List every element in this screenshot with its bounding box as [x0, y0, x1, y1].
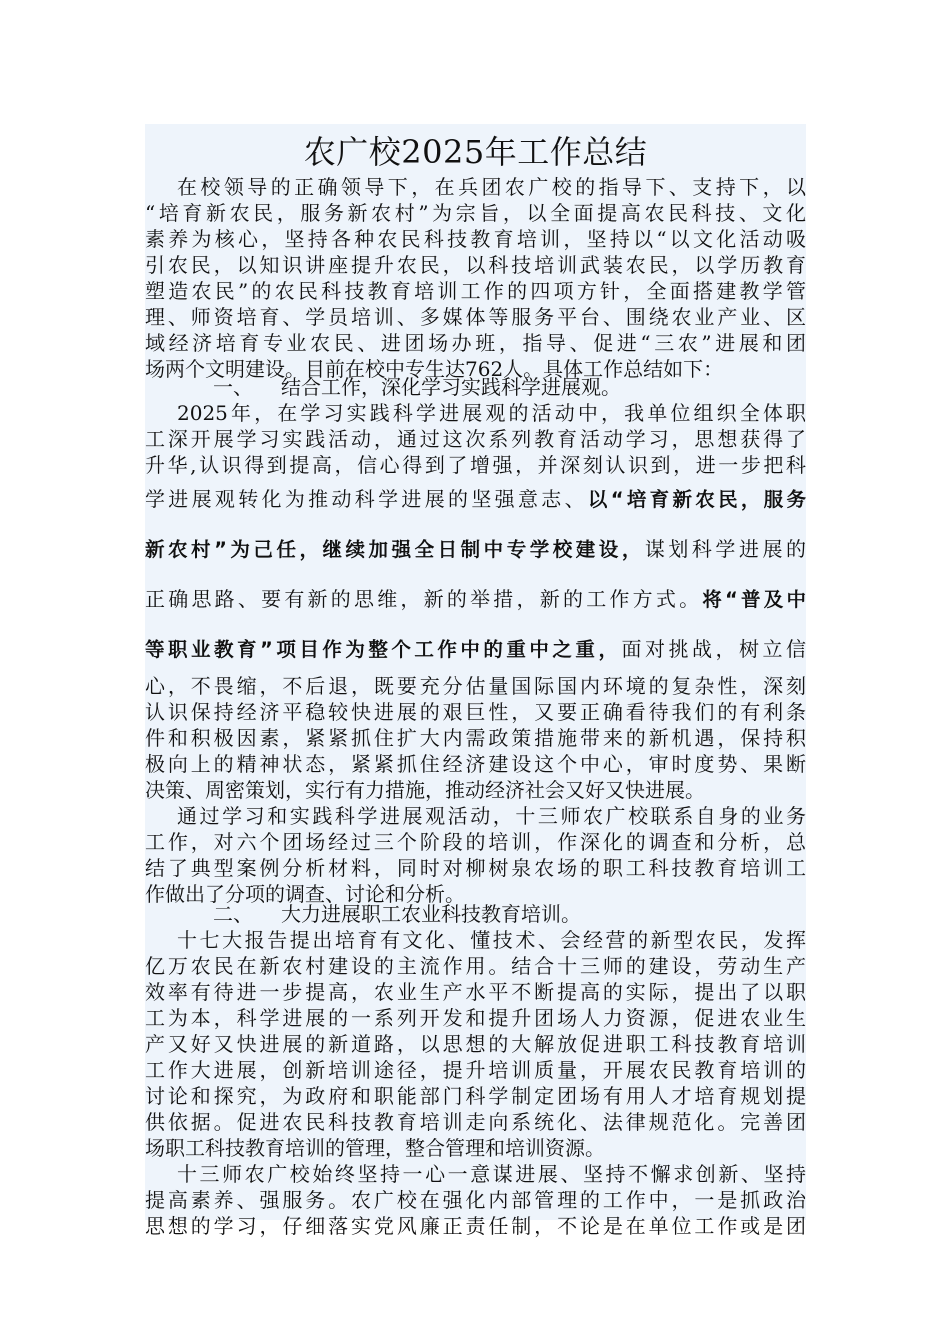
paragraph-line: 亿万农民在新农村建设的主流作用。结合十三师的建设，劳动生产: [145, 954, 806, 978]
paragraph-line: 作做出了分项的调查、讨论和分析。: [145, 882, 465, 906]
paragraph-line: 结了典型案例分析材料，同时对柳树泉农场的职工科技教育培训工: [145, 856, 806, 880]
paragraph-line: 心，不畏缩，不后退，既要充分估量国际国内环境的复杂性，深刻: [145, 674, 806, 698]
paragraph-line: 工深开展学习实践活动，通过这次系列教育活动学习，思想获得了: [145, 427, 806, 451]
paragraph-line: 工作，对六个团场经过三个阶段的培训，作深化的调查和分析，总: [145, 830, 806, 854]
paragraph-line: 提高素养、强服务。农广校在强化内部管理的工作中，一是抓政治: [145, 1188, 806, 1212]
paragraph-line: 讨论和探究，为政府和职能部门科学制定团场有用人才培育规划提: [145, 1084, 806, 1108]
paragraph-line: 极向上的精神状态，紧紧抓住经济建设这个中心，审时度势、果断: [145, 752, 806, 776]
text-run: 学进展观转化为推动科学进展的坚强意志、: [145, 487, 588, 511]
paragraph-line: 效率有待进一步提高，农业生产水平不断提高的实际，提出了以职: [145, 980, 806, 1004]
paragraph-line: “培育新农民，服务新农村”为宗旨，以全面提高农民科技、文化: [145, 201, 806, 225]
section-heading-1: [213, 374, 621, 400]
paragraph-line: 塑造农民”的农民科技教育培训工作的四项方针，全面搭建教学管: [145, 279, 806, 303]
section-heading-2: [213, 901, 581, 927]
bold-text-run: 以“培育新农民，服务: [587, 488, 806, 511]
bold-text-run: 等职业教育”项目作为整个工作中的重中之重，: [145, 638, 622, 661]
paragraph-line: 决策、周密策划，实行有力措施，推动经济社会又好又快进展。: [145, 778, 705, 802]
paragraph-line: 工作大进展，创新培训途径，提升培训质量，开展农民教育培训的: [145, 1058, 806, 1082]
section-number: 二、: [213, 902, 253, 926]
paragraph-line: 域经济培育专业农民、进团场办班，指导、促进“三农”进展和团: [145, 331, 806, 355]
paragraph-line: 产又好又快进展的新道路，以思想的大解放促进职工科技教育培训: [145, 1032, 806, 1056]
section-number: 一、: [213, 375, 253, 399]
paragraph-line: 场两个文明建设。目前在校中专生达762人。具体工作总结如下：: [145, 357, 724, 381]
document-page: [145, 124, 807, 1238]
paragraph-line: 十七大报告提出培育有文化、懂技术、会经营的新型农民，发挥: [177, 928, 806, 952]
paragraph-line: [145, 536, 806, 562]
paragraph-line: 场职工科技教育培训的管理，整合管理和培训资源。: [145, 1136, 605, 1160]
document-title: 农广校2025年工作总结: [303, 133, 648, 171]
paragraph-line: 件和积极因素，紧紧抓住扩大内需政策措施带来的新机遇，保持积: [145, 726, 806, 750]
paragraph-line: [145, 636, 806, 662]
paragraph-line: [145, 486, 806, 512]
paragraph-line: 认识保持经济平稳较快进展的艰巨性，又要正确看待我们的有利条: [145, 700, 806, 724]
paragraph-line: 十三师农广校始终坚持一心一意谋进展、坚持不懈求创新、坚持: [177, 1162, 806, 1186]
paragraph-line: 引农民，以知识讲座提升农民，以科技培训武装农民，以学历教育: [145, 253, 806, 277]
paragraph-line: 升华,认识得到提高，信心得到了增强，并深刻认识到，进一步把科: [145, 453, 806, 477]
text-run: 正确思路、要有新的思维，新的举措，新的工作方式。: [145, 587, 703, 611]
section-title: 大力进展职工农业科技教育培训。: [281, 902, 581, 926]
text-run: 谋划科学进展的: [644, 537, 807, 561]
paragraph-line: 供依据。促进农民科技教育培训走向系统化、法律规范化。完善团: [145, 1110, 806, 1134]
section-title: 结合工作，深化学习实践科学进展观。: [281, 375, 621, 399]
paragraph-line: 工为本，科学进展的一系列开发和提升团场人力资源，促进农业生: [145, 1006, 806, 1030]
bold-text-run: 新农村”为己任，继续加强全日制中专学校建设，: [145, 538, 645, 561]
paragraph-line: 理、师资培育、学员培训、多媒体等服务平台、围绕农业产业、区: [145, 305, 806, 329]
paragraph-line: 通过学习和实践科学进展观活动，十三师农广校联系自身的业务: [177, 804, 806, 828]
paragraph-line: 素养为核心，坚持各种农民科技教育培训，坚持以“以文化活动吸: [145, 227, 806, 251]
paragraph-line: [145, 586, 806, 612]
paragraph-line: 思想的学习，仔细落实党风廉正责任制，不论是在单位工作或是团: [145, 1214, 806, 1238]
paragraph-line: 在校领导的正确领导下，在兵团农广校的指导下、支持下，以: [177, 175, 806, 199]
paragraph-line: 2025年，在学习实践科学进展观的活动中，我单位组织全体职: [177, 401, 806, 425]
text-run: 面对挑战，树立信: [621, 637, 806, 661]
bold-text-run: 将“普及中: [702, 588, 806, 611]
